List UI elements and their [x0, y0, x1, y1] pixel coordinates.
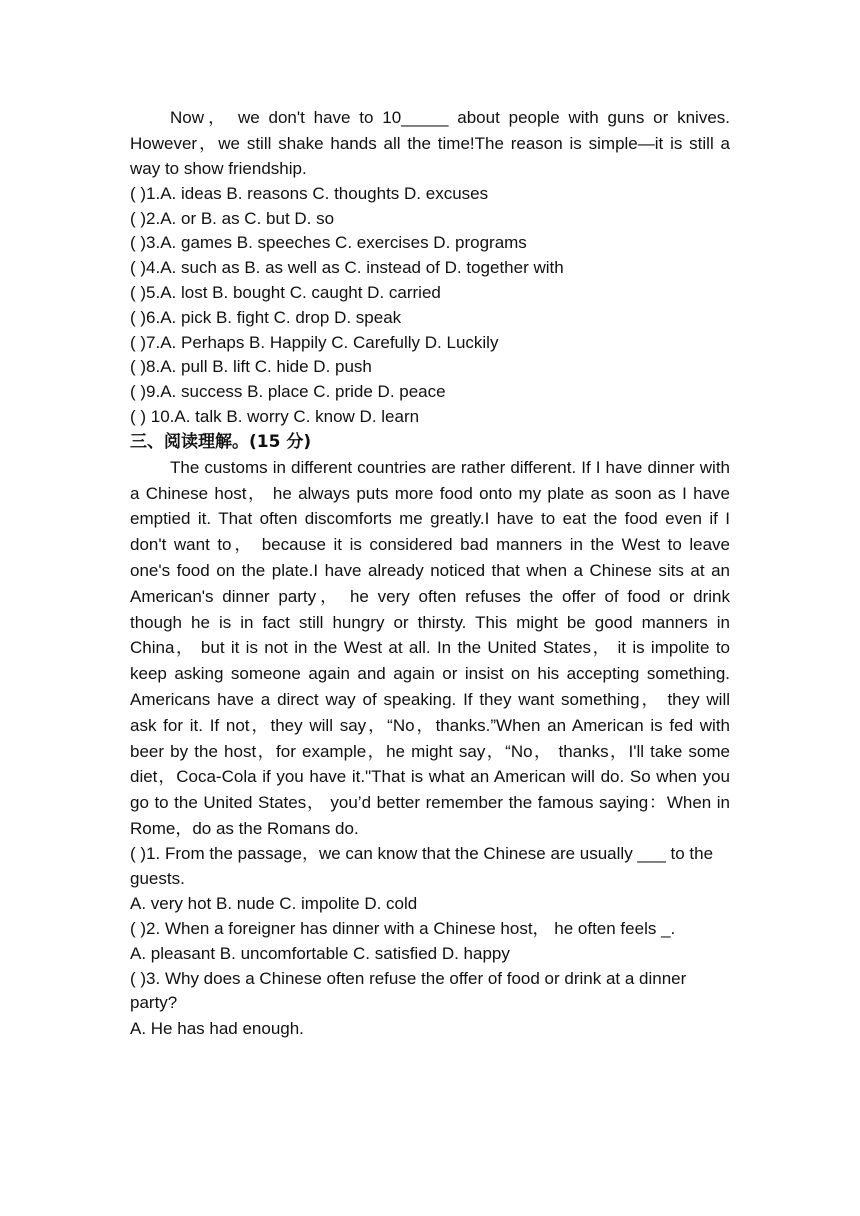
cloze-option-7: ( )7.A. Perhaps B. Happily C. Carefully D. Luckily	[130, 332, 499, 352]
question-options: A. He has had enough.	[130, 1019, 304, 1039]
question-stem: ( )1. From the passage，we can know that the Chinese are usually ___ to the guests.	[130, 843, 714, 888]
cloze-option-10: ( ) 10.A. talk B. worry C. know D. learn	[130, 406, 420, 426]
cloze-option-5: ( )5.A. lost B. bought C. caught D. carried	[130, 282, 441, 302]
question-3	[130, 967, 730, 1042]
question-options: A. pleasant B. uncomfortable C. satisfied D. happy	[130, 944, 510, 964]
question-options: A. very hot B. nude C. impolite D. cold	[130, 894, 418, 914]
question-1	[130, 842, 730, 917]
section-heading: 三、阅读理解。(15 分)	[130, 431, 312, 452]
cloze-passage-end: Now， we don't have to 10_____ about people with guns or knives. However，we still shake hands all the time!The reason is simple—it is still a way to show friendship.	[130, 108, 730, 179]
cloze-option-8: ( )8.A. pull B. lift C. hide D. push	[130, 357, 372, 377]
cloze-option-1: ( )1.A. ideas B. reasons C. thoughts D. excuses	[130, 183, 489, 203]
reading-passage: The customs in different countries are rather different. If I have dinner with a Chinese host， he always puts more food onto my plate as soon as I have emptied it. That often discomforts me greatly.I have to eat the food even if I don't want to， because it is considered bad manners in the West to leave one's food on the plate.I have already noticed that when a Chinese sits at an American's dinner party， he very often refuses the offer of food or drink though he is in fact still hungry or thirsty. This might be good manners in China， but it is not in the West at all. In the United States， it is impolite to keep asking someone again and again or insist on his accepting something. Americans have a direct way of speaking. If they want something， they will ask for it. If not，they will say，“No，thanks.”When an American is fed with beer by the host，for example，he might say，“No， thanks，I'll take some diet，Coca-Cola if you have it."That is what an American will do. So when you go to the United States， you’d better remember the famous saying：When in Rome，do as the Romans do.	[130, 457, 730, 838]
question-2	[130, 917, 730, 967]
cloze-option-2: ( )2.A. or B. as C. but D. so	[130, 208, 335, 228]
cloze-option-9: ( )9.A. success B. place C. pride D. peace	[130, 382, 446, 402]
question-stem: ( )2. When a foreigner has dinner with a Chinese host， he often feels _.	[130, 918, 676, 938]
question-stem: ( )3. Why does a Chinese often refuse the offer of food or drink at a dinner party?	[130, 968, 687, 1013]
cloze-option-6: ( )6.A. pick B. fight C. drop D. speak	[130, 307, 402, 327]
cloze-option-4: ( )4.A. such as B. as well as C. instead of D. together with	[130, 258, 564, 278]
document-body	[130, 105, 730, 1041]
cloze-options-list	[130, 182, 730, 430]
cloze-option-3: ( )3.A. games B. speeches C. exercises D. programs	[130, 233, 527, 253]
